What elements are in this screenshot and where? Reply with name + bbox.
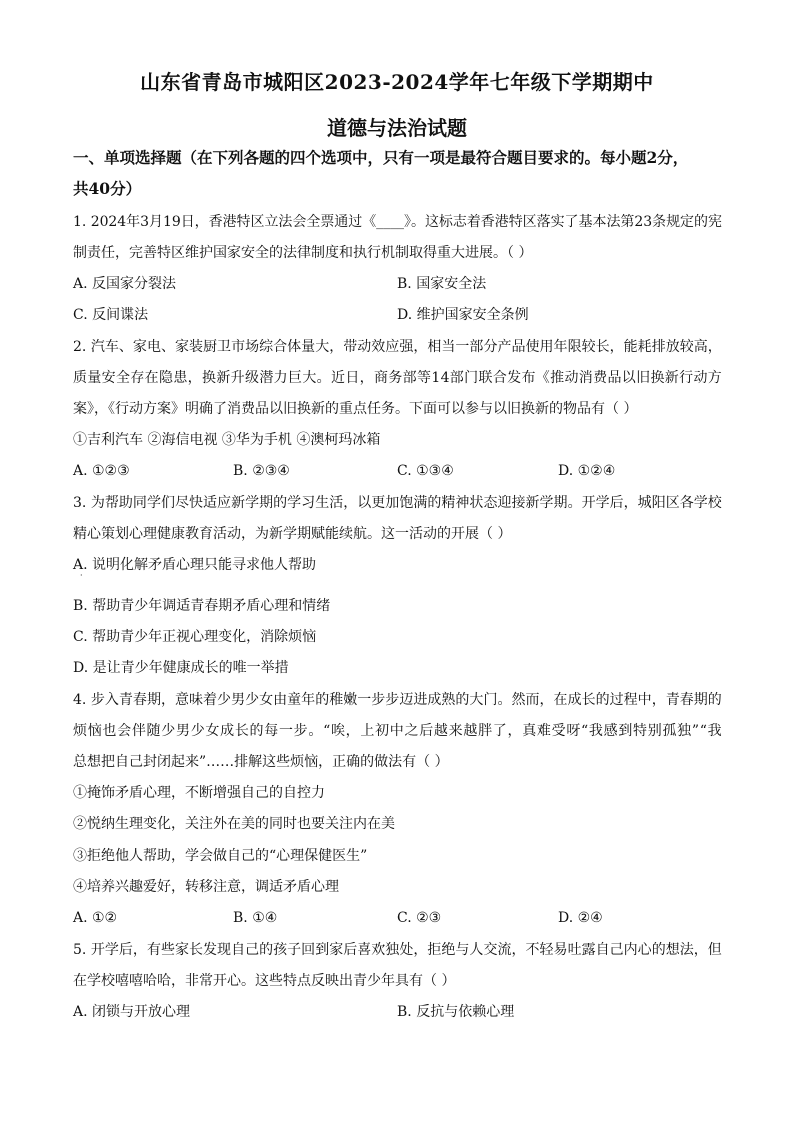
q1-option-d[interactable]: D. 维护国家安全条例 <box>397 307 529 323</box>
q3-option-b[interactable]: B. 帮助青少年调适青春期矛盾心理和情绪 <box>73 598 331 614</box>
q4-stem-line-3: 总想把自己封闭起来”……排解这些烦恼，正确的做法有（ ） <box>73 754 449 770</box>
q4-option-b[interactable]: B. ①④ <box>233 910 278 926</box>
q1-option-c[interactable]: C. 反间谍法 <box>73 307 149 323</box>
q1-stem-line-1: 1. 2024年3月19日，香港特区立法会全票通过《____》。这标志着香港特区落实了基本法第23条规定的宪 <box>73 214 722 230</box>
q3-option-d[interactable]: D. 是让青少年健康成长的唯一举措 <box>73 660 289 676</box>
q3-stem-line-2: 精心策划心理健康教育活动，为新学期赋能续航。这一活动的开展（ ） <box>73 526 512 542</box>
q5-option-b[interactable]: B. 反抗与依赖心理 <box>397 1004 515 1020</box>
q5-stem-line-2: 在学校嘻嘻哈哈，非常开心。这些特点反映出青少年具有（ ） <box>73 973 456 989</box>
q4-option-d[interactable]: D. ②④ <box>558 910 603 926</box>
q1-stem-line-2: 制责任，完善特区维护国家安全的法律制度和执行机制取得重大进展。（ ） <box>73 245 533 261</box>
q2-option-a[interactable]: A. ①②③ <box>73 463 130 479</box>
q4-option-c[interactable]: C. ②③ <box>397 910 442 926</box>
section-heading: 一、单项选择题（在下列各题的四个选项中，只有一项是最符合题目要求的。每小题2分， <box>73 148 689 167</box>
q1-option-a[interactable]: A. 反国家分裂法 <box>73 276 177 292</box>
q2-stem-line-2: 质量安全存在隐患，换新升级潜力巨大。近日，商务部等14部门联合发布《推动消费品以旧换新行动方 <box>73 370 723 386</box>
q2-option-c[interactable]: C. ①③④ <box>397 463 454 479</box>
exam-title: 山东省青岛市城阳区2023-2024学年七年级下学期期中 <box>140 70 654 94</box>
q3-option-c[interactable]: C. 帮助青少年正视心理变化，消除烦恼 <box>73 629 317 645</box>
exam-subtitle: 道德与法治试题 <box>327 116 467 140</box>
section-heading-cont: 共40分） <box>73 179 142 198</box>
q2-option-d[interactable]: D. ①②④ <box>558 463 616 479</box>
q5-option-a[interactable]: A. 闭锁与开放心理 <box>73 1004 191 1020</box>
q4-stem-line-2: 烦恼也会伴随少男少女成长的每一步。“唉，上初中之后越来越胖了，真难受呀“我感到特别孤独”“我 <box>73 723 723 739</box>
q4-choice-4: ④培养兴趣爱好，转移注意，调适矛盾心理 <box>73 879 339 895</box>
q4-choice-1: ①掩饰矛盾心理，不断增强自己的自控力 <box>73 785 325 801</box>
q4-option-a[interactable]: A. ①② <box>73 910 118 926</box>
q4-choice-3: ③拒绝他人帮助，学会做自己的“心理保健医生” <box>73 848 368 864</box>
q1-option-b[interactable]: B. 国家安全法 <box>397 276 487 292</box>
q2-option-b[interactable]: B. ②③④ <box>233 463 290 479</box>
stray-dot-mark: · <box>80 571 83 580</box>
q3-stem-line-1: 3. 为帮助同学们尽快适应新学期的学习生活，以更加饱满的精神状态迎接新学期。开学后，城阳区各学校 <box>73 495 722 511</box>
q5-stem-line-1: 5. 开学后，有些家长发现自己的孩子回到家后喜欢独处，拒绝与人交流，不轻易吐露自己内心的想法，但 <box>73 942 722 958</box>
q3-option-a[interactable]: A. 说明化解矛盾心理只能寻求他人帮助 <box>73 557 317 573</box>
q4-choice-2: ②悦纳生理变化，关注外在美的同时也要关注内在美 <box>73 816 395 832</box>
q4-stem-line-1: 4. 步入青春期，意味着少男少女由童年的稚嫩一步步迈进成熟的大门。然而，在成长的过程中，青春期的 <box>73 692 722 708</box>
q2-choices-line: ①吉利汽车 ②海信电视 ③华为手机 ④澳柯玛冰箱 <box>73 432 381 448</box>
q2-stem-line-3: 案》，《行动方案》明确了消费品以旧换新的重点任务。下面可以参与以旧换新的物品有（ ） <box>73 401 638 417</box>
q2-stem-line-1: 2. 汽车、家电、家装厨卫市场综合体量大，带动效应强，相当一部分产品使用年限较长，能耗排放较高， <box>73 339 722 355</box>
